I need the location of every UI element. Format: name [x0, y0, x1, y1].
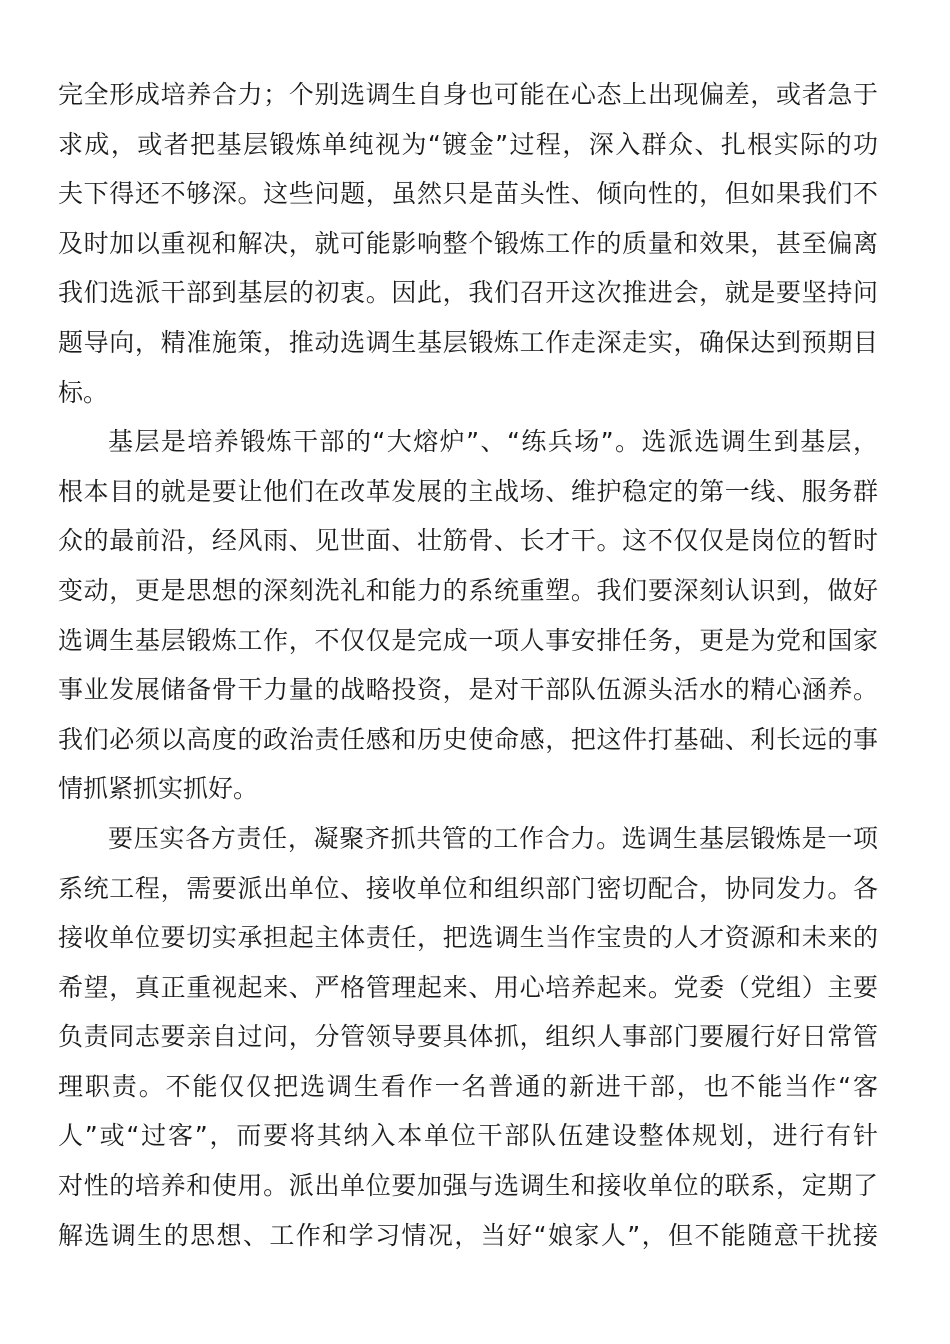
text-line: 基层是培养锻炼干部的“大熔炉”、“练兵场”。选派选调生到基层，	[108, 427, 878, 457]
text-line: 及时加以重视和解决，就可能影响整个锻炼工作的质量和效果，甚至偏离	[58, 228, 878, 258]
text-line: 系统工程，需要派出单位、接收单位和组织部门密切配合，协同发力。各	[58, 873, 878, 903]
text-line: 希望，真正重视起来、严格管理起来、用心培养起来。党委（党组）主要	[58, 972, 878, 1002]
paragraph-2	[58, 417, 878, 814]
text-line: 我们选派干部到基层的初衷。因此，我们召开这次推进会，就是要坚持问	[58, 278, 878, 308]
text-line: 我们必须以高度的政治责任感和历史使命感，把这件打基础、利长远的事	[58, 724, 878, 754]
text-line: 夫下得还不够深。这些问题，虽然只是苗头性、倾向性的，但如果我们不	[58, 179, 878, 209]
text-line: 标。	[58, 377, 109, 407]
document-body	[58, 70, 878, 1260]
text-line: 要压实各方责任，凝聚齐抓共管的工作合力。选调生基层锻炼是一项	[108, 823, 878, 853]
text-line: 情抓紧抓实抓好。	[58, 774, 259, 804]
text-line: 变动，更是思想的深刻洗礼和能力的系统重塑。我们要深刻认识到，做好	[58, 575, 878, 605]
text-line: 题导向，精准施策，推动选调生基层锻炼工作走深走实，确保达到预期目	[58, 327, 878, 357]
text-line: 事业发展储备骨干力量的战略投资，是对干部队伍源头活水的精心涵养。	[58, 675, 878, 705]
text-line: 完全形成培养合力；个别选调生自身也可能在心态上出现偏差，或者急于	[58, 80, 878, 109]
text-line: 对性的培养和使用。派出单位要加强与选调生和接收单位的联系，定期了	[58, 1171, 878, 1201]
paragraph-3	[58, 814, 878, 1260]
text-line: 解选调生的思想、工作和学习情况，当好“娘家人”，但不能随意干扰接	[58, 1220, 878, 1250]
paragraph-1	[58, 70, 878, 417]
text-line: 求成，或者把基层锻炼单纯视为“镀金”过程，深入群众、扎根实际的功	[58, 129, 878, 159]
text-line: 选调生基层锻炼工作，不仅仅是完成一项人事安排任务，更是为党和国家	[58, 625, 878, 655]
text-line: 负责同志要亲自过问，分管领导要具体抓，组织人事部门要履行好日常管	[58, 1022, 878, 1052]
text-line: 众的最前沿，经风雨、见世面、壮筋骨、长才干。这不仅仅是岗位的暂时	[58, 526, 878, 556]
text-line: 理职责。不能仅仅把选调生看作一名普通的新进干部，也不能当作“客	[58, 1071, 878, 1101]
text-line: 人”或“过客”，而要将其纳入本单位干部队伍建设整体规划，进行有针	[58, 1121, 878, 1151]
text-line: 接收单位要切实承担起主体责任，把选调生当作宝贵的人才资源和未来的	[58, 923, 878, 953]
text-line: 根本目的就是要让他们在改革发展的主战场、维护稳定的第一线、服务群	[58, 476, 878, 506]
